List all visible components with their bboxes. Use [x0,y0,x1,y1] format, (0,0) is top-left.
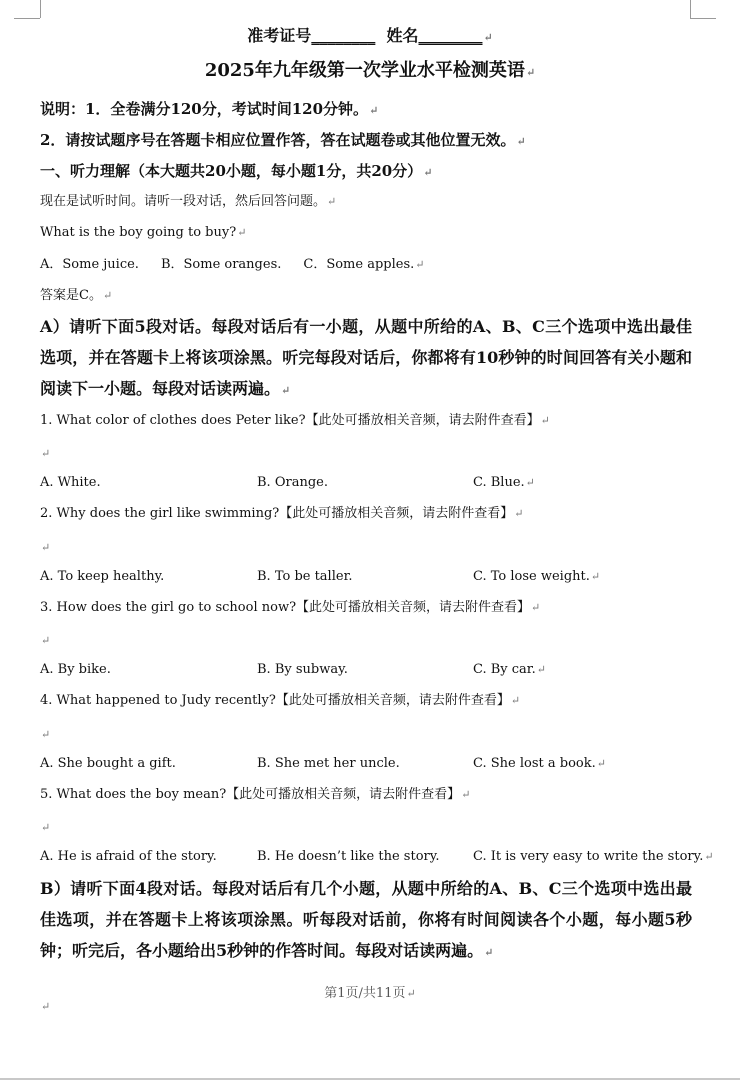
question-text: 3. How does the girl go to school now?【此处可播放相关音频，请去附件查看】 [40,600,531,615]
option-c-text: C. To lose weight. [473,569,590,584]
option-a: A. By bike. [40,662,111,677]
option-b: B. To be taller. [257,569,353,584]
option-b: B. She met her uncle. [257,756,400,771]
paragraph-mark: ↵ [41,821,51,834]
option-b: B. Orange. [257,475,328,490]
paragraph-mark: ↵ [510,694,521,707]
paragraph-mark: ↵ [536,663,546,676]
title-text: 2025年九年级第一次学业水平检测英语 [204,60,525,81]
page-number: 第1页/共11页 [324,986,406,1001]
name-label: 姓名 [386,26,419,45]
empty-line [40,995,700,1017]
paragraph-mark: ↵ [102,289,113,302]
instruction-text: 2．请按试题序号在答题卡相应位置作答，答在试题卷或其他位置无效。 [40,131,516,149]
part-b-intro-text: B）请听下面4段对话。每段对话后有几个小题，从题中所给的A、B、C三个选项中选出最佳选项，并在答题卡上将该项涂黑。听每段对话前，你将有时间阅读各个小题，每小题5秒钟；听完后，各小题给出5秒钟的作答时间。每段对话读两遍。 [40,879,692,960]
question-text: 5. What does the boy mean?【此处可播放相关音频，请去附件查看】 [40,787,461,802]
question-text: 1. What color of clothes does Peter like?【此处可播放相关音频，请去附件查看】 [40,413,540,428]
paragraph-mark: ↵ [41,447,51,460]
option-c-text: C. It is very easy to write the story. [473,849,704,864]
section-heading-text: 一、听力理解（本大题共20小题，每小题1分，共20分） [40,162,423,180]
option-c-text: C. Blue. [473,475,525,490]
paragraph-mark: ↵ [516,135,526,148]
paragraph-mark: ↵ [590,570,601,583]
crop-mark [14,18,40,19]
trial-question [40,223,700,243]
paragraph-mark: ↵ [484,946,494,959]
paragraph-mark: ↵ [531,601,541,614]
trial-answer-text: 答案是C。 [40,288,102,303]
paragraph-mark: ↵ [704,850,714,863]
instruction-2 [40,130,700,152]
option-a: A. She bought a gift. [40,756,176,771]
paragraph-mark: ↵ [596,757,606,770]
trial-options [40,255,700,275]
crop-mark [690,0,691,18]
option-c [473,754,606,774]
question-3 [40,598,700,618]
question-5 [40,785,700,805]
question-1 [40,411,700,431]
trial-question-text: What is the boy going to buy? [40,225,237,240]
option-b: B. By subway. [257,662,348,677]
paragraph-mark: ↵ [41,1000,51,1013]
trial-answer [40,286,700,306]
option-c [473,847,714,867]
part-a-intro [40,311,692,406]
ticket-blank: ________ [311,26,376,45]
paragraph-mark: ↵ [41,634,51,647]
trial-intro [40,192,700,212]
crop-mark [40,0,41,18]
question-2 [40,504,700,524]
option-c [473,473,535,493]
part-b-intro [40,873,692,968]
option-c-text: C. By car. [473,662,536,677]
option-a: A. He is afraid of the story. [40,849,217,864]
question-text: 4. What happened to Judy recently?【此处可播放相关音频，请去附件查看】 [40,693,510,708]
option-c [473,660,546,680]
exam-header [40,26,700,48]
part-a-intro-text: A）请听下面5段对话。每段对话后有一小题，从题中所给的A、B、C三个选项中选出最佳选项，并在答题卡上将该项涂黑。听完每段对话后，你都将有10秒钟的时间回答有关小题和阅读下一小题。每段对话读两遍。 [40,317,692,398]
option-b: B. He doesn’t like the story. [257,849,440,864]
empty-line [40,629,700,651]
instruction-text: 说明：1．全卷满分120分，考试时间120分钟。 [40,100,369,118]
name-blank: ________ [418,26,483,45]
empty-line [40,816,700,838]
empty-line [40,442,700,464]
question-text: 2. Why does the girl like swimming?【此处可播放相关音频，请去附件查看】 [40,506,514,521]
paragraph-mark: ↵ [415,258,425,271]
question-4 [40,691,700,711]
paragraph-mark: ↵ [369,104,379,117]
paragraph-mark: ↵ [237,226,247,239]
empty-line [40,536,700,558]
option-c-text: C. She lost a book. [473,756,596,771]
paragraph-mark: ↵ [483,31,493,44]
instruction-1 [40,99,700,121]
option-c: C．Some apples. [303,257,415,272]
option-a: A. White. [40,475,101,490]
paragraph-mark: ↵ [281,384,291,397]
paragraph-mark: ↵ [41,541,51,554]
paragraph-mark: ↵ [406,987,416,1000]
trial-intro-text: 现在是试听时间。请听一段对话，然后回答问题。 [40,194,327,209]
paragraph-mark: ↵ [525,476,535,489]
paragraph-mark: ↵ [514,507,524,520]
page-title [40,61,700,83]
empty-line [40,723,700,745]
crop-mark [690,18,716,19]
paragraph-mark: ↵ [525,66,536,79]
paragraph-mark: ↵ [540,414,550,427]
paragraph-mark: ↵ [327,195,337,208]
paragraph-mark: ↵ [461,788,471,801]
page-bottom-rule [0,1078,740,1080]
section-heading [40,161,700,183]
paragraph-mark: ↵ [423,166,433,179]
option-a: A．Some juice. [40,257,139,272]
option-a: A. To keep healthy. [40,569,165,584]
option-b: B．Some oranges. [160,257,282,272]
ticket-label: 准考证号 [247,26,312,45]
paragraph-mark: ↵ [41,728,51,741]
option-c [473,567,600,587]
